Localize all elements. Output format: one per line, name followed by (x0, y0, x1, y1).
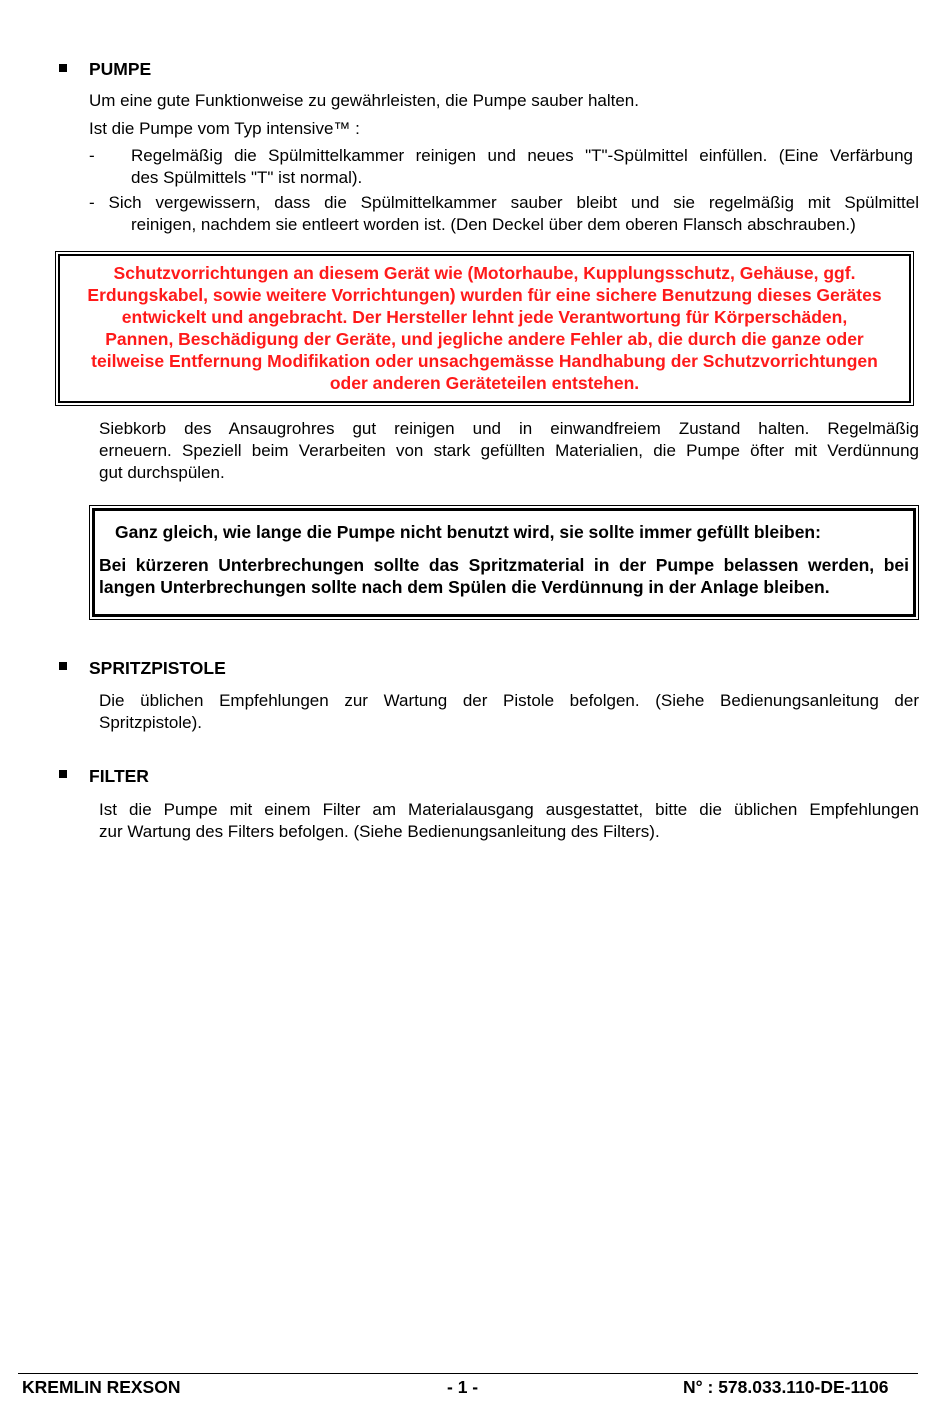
section-heading-filter: FILTER (89, 766, 149, 786)
list-item-line: reinigen, nachdem sie entleert worden ist. (Den Deckel über dem oberen Flansch abschrauben.) (131, 215, 856, 234)
note-line: Bei kürzeren Unterbrechungen sollte das Spritzmaterial in der Pumpe belassen werden, bei (99, 555, 909, 575)
warning-line: oder anderen Geräteteilen entstehen. (329, 373, 640, 393)
footer-divider (18, 1373, 918, 1374)
safety-warning-inner-border (58, 254, 911, 403)
bullet-icon (59, 64, 67, 72)
warning-line: Schutzvorrichtungen an diesem Gerät wie (Motorhaube, Kupplungsschutz, Gehäuse, ggf. (113, 263, 856, 283)
note-line: langen Unterbrechungen sollte nach dem Spülen die Verdünnung in der Anlage bleiben. (99, 577, 830, 597)
list-item-line: des Spülmittels "T" ist normal). (131, 168, 363, 187)
warning-line: entwickelt und angebracht. Der Hersteller lehnt jede Verantwortung für Körperschäden, (121, 307, 848, 327)
pumpe-text-line: Um eine gute Funktionweise zu gewährleisten, die Pumpe sauber halten. (89, 91, 639, 110)
siebkorb-text-line: Siebkorb des Ansaugrohres gut reinigen und in einwandfreiem Zustand halten. Regelmäßig (99, 419, 919, 438)
spritzpistole-text-line: Spritzpistole). (99, 713, 202, 732)
footer-page-number: - 1 - (447, 1377, 479, 1397)
siebkorb-text-line: gut durchspülen. (99, 463, 225, 482)
footer-company: KREMLIN REXSON (22, 1377, 181, 1397)
filter-text-line: Ist die Pumpe mit einem Filter am Materialausgang ausgestattet, bitte die üblichen Empfehlungen (99, 800, 919, 819)
safety-warning-text (68, 262, 901, 394)
footer-doc-number: N° : 578.033.110-DE-1106 (683, 1377, 889, 1397)
safety-warning-box (55, 251, 914, 406)
spritzpistole-text-line: Die üblichen Empfehlungen zur Wartung der Pistole befolgen. (Siehe Bedienungsanleitung der (99, 691, 919, 710)
filter-text-line: zur Wartung des Filters befolgen. (Siehe Bedienungsanleitung des Filters). (99, 822, 660, 841)
siebkorb-text-line: erneuern. Speziell beim Verarbeiten von stark gefüllten Materialien, die Pumpe öfter mit Verdünnung (99, 441, 919, 460)
storage-note-box (89, 505, 919, 620)
pumpe-text-line: Ist die Pumpe vom Typ intensive™ : (89, 119, 360, 138)
list-dash: - (89, 146, 95, 165)
bullet-icon (59, 770, 67, 778)
warning-line: teilweise Entfernung Modifikation oder unsachgemässe Handhabung der Schutzvorrichtungen (91, 351, 878, 371)
section-heading-pumpe: PUMPE (89, 59, 152, 79)
storage-note-inner-border (92, 508, 916, 617)
bullet-icon (59, 662, 67, 670)
storage-note-body (99, 554, 909, 598)
list-item-line: - Sich vergewissern, dass die Spülmittelkammer sauber bleibt und sie regelmäßig mit Spülmittel (89, 193, 919, 212)
list-item-line: Regelmäßig die Spülmittelkammer reinigen und neues "T"-Spülmittel einfüllen. (Eine Verfärbung (131, 146, 913, 165)
section-heading-spritzpistole: SPRITZPISTOLE (89, 658, 226, 678)
warning-line: Erdungskabel, sowie weitere Vorrichtungen) wurden für eine sichere Benutzung dieses Gerätes (87, 285, 882, 305)
storage-note-title: Ganz gleich, wie lange die Pumpe nicht benutzt wird, sie sollte immer gefüllt bleiben: (115, 522, 821, 542)
warning-line: Pannen, Beschädigung der Geräte, und jegliche andere Fehler ab, die durch die ganze oder (105, 329, 864, 349)
